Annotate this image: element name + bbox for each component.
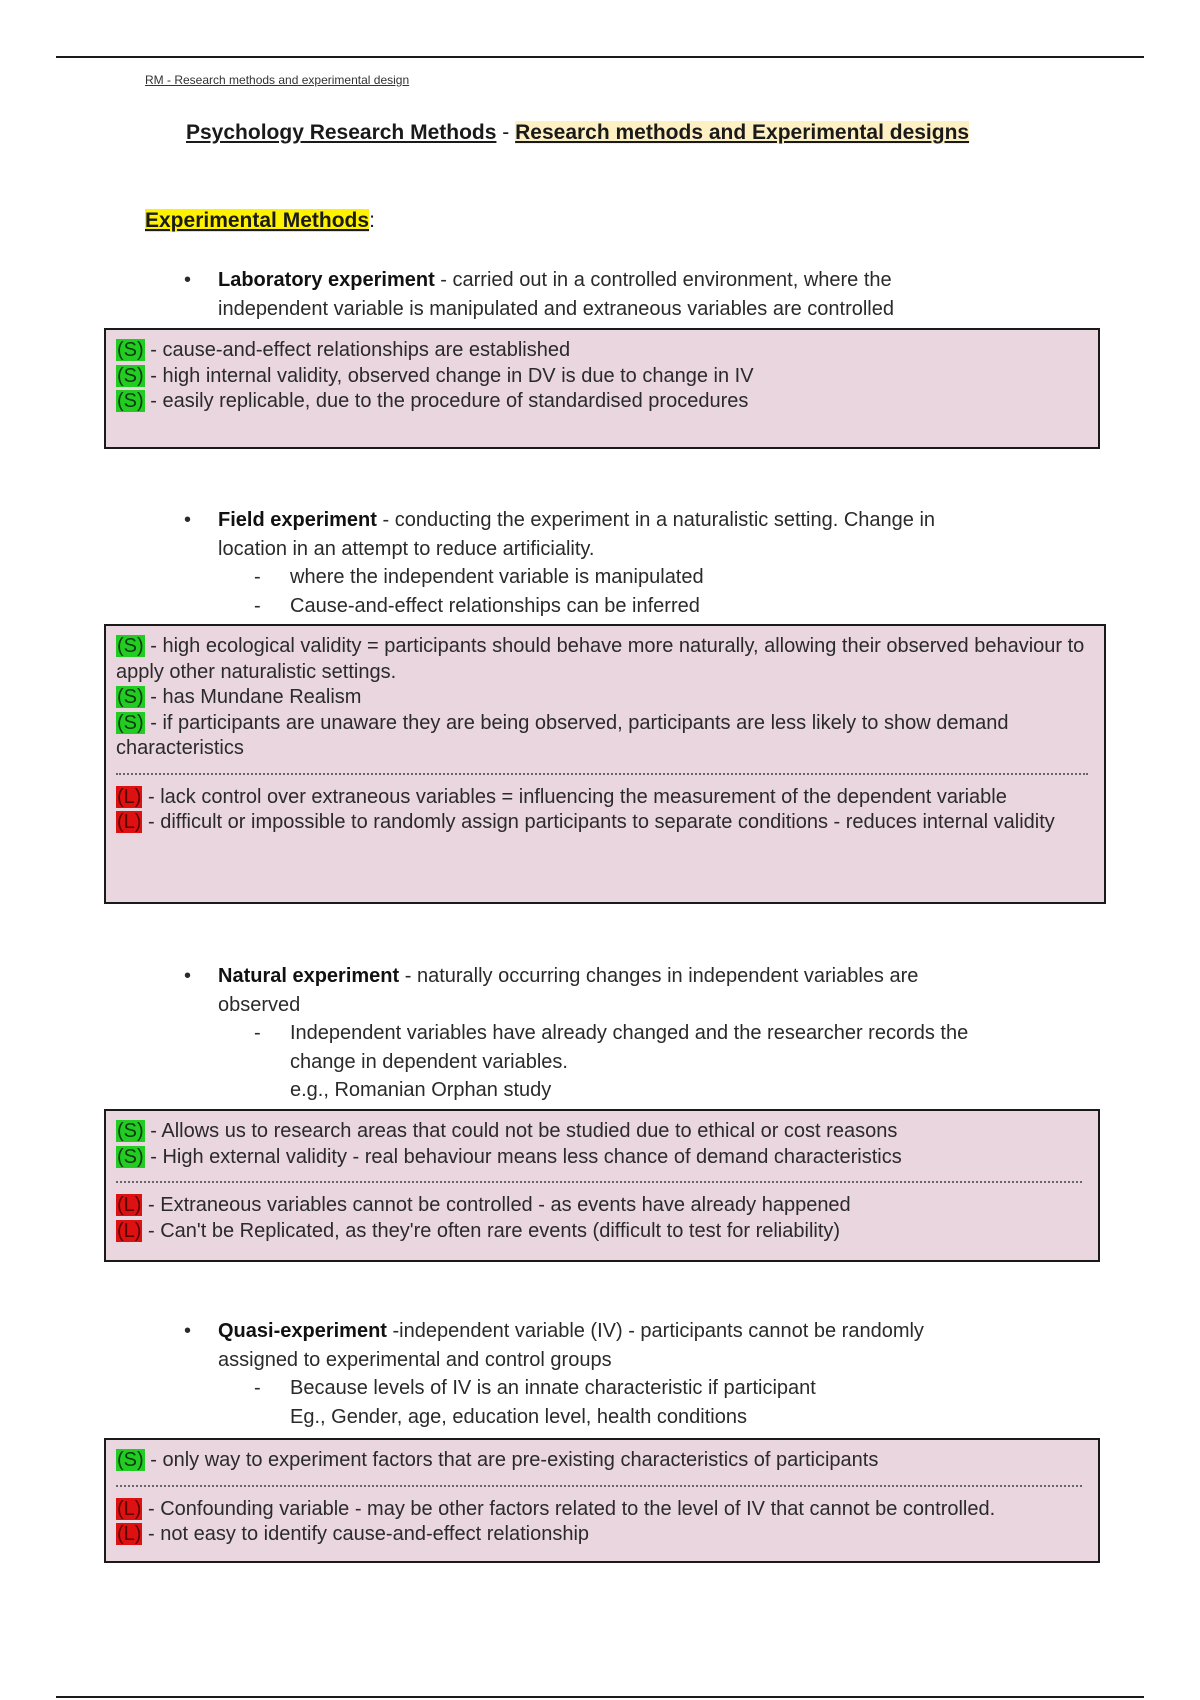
- bullet-dot-icon: •: [184, 1320, 192, 1342]
- experiment-name: Laboratory experiment: [218, 269, 435, 291]
- limitation-item: (L) - Confounding variable - may be other factors related to the level of IV that cannot be controlled.: [117, 1497, 996, 1520]
- top-rule: [56, 56, 1144, 58]
- limitation-item: (L) - difficult or impossible to randomly assign participants to separate conditions - reduces internal validity: [117, 811, 1055, 833]
- bullet-dot-icon: •: [184, 509, 192, 531]
- strength-tag: (S): [117, 635, 144, 657]
- experiment-name: Field experiment: [218, 509, 377, 531]
- strength-item: (S) - cause-and-effect relationships are established: [117, 339, 571, 361]
- strength-tag: (S): [117, 686, 144, 708]
- experiment-desc-line: conducting the experiment in a naturalistic setting. Change in: [394, 509, 936, 531]
- experiment-desc-line: carried out in a controlled environment, where the: [452, 269, 892, 291]
- dash-icon: -: [254, 594, 261, 617]
- dash-icon: -: [254, 566, 261, 588]
- strength-item: (S) - high ecological validity = participants should behave more naturally, allowing their observed behaviour to apply other naturalistic settings.: [116, 635, 1085, 683]
- evaluation-box-field: [104, 624, 1106, 904]
- strength-item: (S) - high internal validity, observed change in DV is due to change in IV: [117, 364, 754, 387]
- title-separator: -: [496, 121, 516, 144]
- bullet-dot-icon: •: [184, 269, 192, 291]
- dotted-divider: [116, 773, 1088, 775]
- limitation-tag: (L): [117, 1523, 142, 1545]
- title-part2: Research methods and Experimental designs: [515, 121, 970, 144]
- bullet-dot-icon: •: [184, 965, 192, 987]
- strength-tag: (S): [117, 1145, 144, 1168]
- limitation-item: (L) - Extraneous variables cannot be controlled - as events have already happened: [117, 1194, 851, 1216]
- evaluation-box-quasi: [104, 1438, 1100, 1563]
- limitation-item: (L) - lack control over extraneous variables = influencing the measurement of the dependent variable: [117, 785, 1007, 808]
- page-title: [186, 121, 969, 145]
- limitation-tag: (L): [117, 1497, 142, 1520]
- strength-item: (S) - easily replicable, due to the procedure of standardised procedures: [117, 390, 749, 412]
- experiment-name: Natural experiment: [218, 965, 400, 987]
- section-heading-text: Experimental Methods: [145, 209, 370, 232]
- strength-tag: (S): [117, 1449, 144, 1471]
- experiment-desc-line: independent variable is manipulated and extraneous variables are controlled: [218, 297, 894, 320]
- section-heading: [145, 209, 375, 233]
- dotted-divider: [116, 1485, 1082, 1487]
- sub-point: - where the independent variable is manipulated: [218, 563, 1078, 592]
- limitation-tag: (L): [117, 1219, 142, 1242]
- sub-point-example: e.g., Romanian Orphan study: [290, 1079, 552, 1101]
- strength-item: (S) - High external validity - real behaviour means less chance of demand characteristics: [117, 1145, 902, 1168]
- experiment-desc-line: assigned to experimental and control groups: [218, 1348, 612, 1371]
- experiment-desc-line: location in an attempt to reduce artificiality.: [218, 537, 595, 560]
- experiment-desc-line: -independent variable (IV) - participants cannot be randomly: [392, 1320, 924, 1342]
- experiment-desc-line: observed: [218, 993, 301, 1016]
- sub-point-continuation: change in dependent variables.: [290, 1050, 568, 1073]
- dash-icon: -: [254, 1022, 261, 1044]
- limitation-tag: (L): [117, 785, 142, 808]
- strength-tag: (S): [117, 390, 144, 412]
- evaluation-box-laboratory: [104, 328, 1100, 449]
- section-heading-colon: :: [369, 209, 375, 232]
- strength-item: (S) - Allows us to research areas that could not be studied due to ethical or cost reasons: [117, 1120, 898, 1142]
- evaluation-box-natural: [104, 1109, 1100, 1262]
- bullet-field-experiment: • Field experiment - conducting the experiment in a naturalistic setting. Change in location in an attempt to reduce artificiality. - where the independent variable is manipulated - Cause-and-effect relationships can be inferred: [218, 506, 1078, 620]
- bottom-rule: [56, 1696, 1144, 1698]
- limitation-item: (L) - Can't be Replicated, as they're often rare events (difficult to test for reliability): [117, 1219, 841, 1242]
- bullet-natural-experiment: • Natural experiment - naturally occurring changes in independent variables are observed - Independent variables have already changed and the researcher records the change in dependent variables. e.g., Romanian Orphan study: [218, 962, 1078, 1105]
- limitation-item: (L) - not easy to identify cause-and-effect relationship: [117, 1523, 590, 1545]
- strength-tag: (S): [117, 711, 144, 734]
- strength-item: (S) - only way to experiment factors that are pre-existing characteristics of participants: [117, 1449, 879, 1471]
- bullet-laboratory-experiment: • Laboratory experiment - carried out in a controlled environment, where the independent variable is manipulated and extraneous variables are controlled: [218, 266, 1078, 323]
- strength-item: (S) - has Mundane Realism: [117, 686, 362, 708]
- experiment-name: Quasi-experiment: [218, 1320, 387, 1342]
- strength-tag: (S): [117, 339, 144, 361]
- experiment-desc-line: naturally occurring changes in independent variables are: [416, 965, 919, 987]
- limitation-tag: (L): [117, 1194, 142, 1216]
- sub-point: - Independent variables have already changed and the researcher records the: [218, 1019, 1078, 1048]
- strength-tag: (S): [117, 364, 144, 387]
- limitation-tag: (L): [117, 811, 142, 833]
- sub-point: - Cause-and-effect relationships can be inferred: [218, 592, 1078, 621]
- strength-tag: (S): [117, 1120, 144, 1142]
- sub-point-example: Eg., Gender, age, education level, health conditions: [290, 1405, 747, 1428]
- title-part1: Psychology Research Methods: [186, 121, 497, 144]
- dash-icon: -: [254, 1377, 261, 1399]
- page-header: RM - Research methods and experimental design: [145, 73, 410, 87]
- strength-item: (S) - if participants are unaware they are being observed, participants are less likely to show demand characteristics: [116, 711, 1009, 759]
- bullet-quasi-experiment: [184, 1317, 1078, 1431]
- sub-point: - Because levels of IV is an innate characteristic if participant: [218, 1374, 1078, 1403]
- dotted-divider: [116, 1181, 1082, 1183]
